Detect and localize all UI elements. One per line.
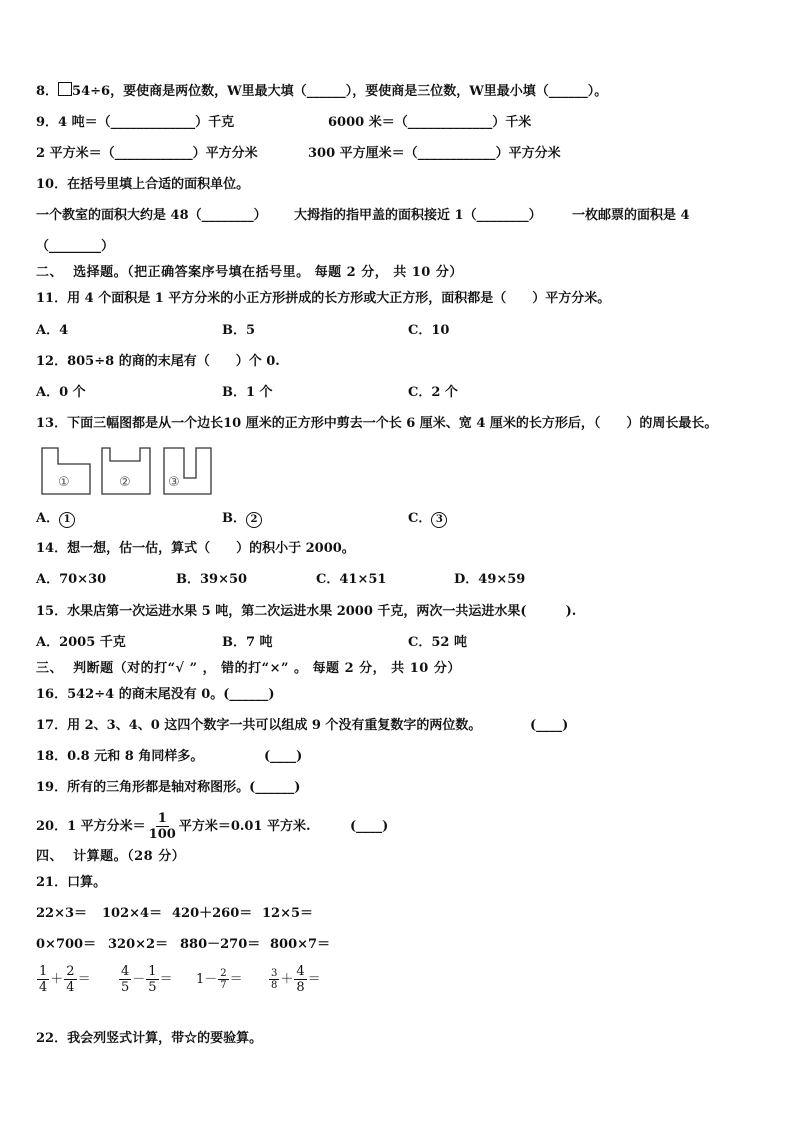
question-number: 11． <box>36 291 68 306</box>
question-15: 15．水果店第一次运进水果 5 吨，第二次运进水果 2000 千克，两次一共运进水果( ). <box>36 604 577 619</box>
question-9-line-2: 2 平方米＝（____________）平方分米 <box>36 146 258 161</box>
question-number: 9． <box>36 115 59 130</box>
calc-item: 320×2＝ <box>108 937 169 952</box>
answer-blank[interactable]: (____) <box>530 718 569 733</box>
question-number: 21． <box>36 875 68 890</box>
answer-blank[interactable]: _____________ <box>407 115 493 130</box>
answer-blank[interactable]: ______ <box>306 84 346 99</box>
option-c[interactable]: C．2 个 <box>408 385 458 400</box>
circled-1-icon: 1 <box>59 512 75 528</box>
calc-fraction-2: $\frac{4}{5}$ － $\frac{1}{5}$ ＝ <box>121 964 173 995</box>
question-number: 10． <box>36 177 68 192</box>
section-3-heading: 三、 判断题（对的打“√ ” ， 错的打“×” 。 每题 2 分， 共 10 分） <box>36 661 461 676</box>
question-16: 16．542÷4 的商末尾没有 0。(______) <box>36 687 275 702</box>
option-d[interactable]: D．49×59 <box>454 572 526 587</box>
option-b[interactable]: B．7 吨 <box>222 635 273 650</box>
question-10-part-3: 一枚邮票的面积是 4 <box>572 208 690 223</box>
calc-item: 0×700＝ <box>36 937 97 952</box>
question-18: 18．0.8 元和 8 角同样多。 <box>36 749 204 764</box>
option-c[interactable]: C． 3 <box>408 510 447 528</box>
question-13-figures <box>38 444 218 496</box>
calc-item: 880－270＝ <box>180 937 261 952</box>
option-a[interactable]: A．70×30 <box>36 572 107 587</box>
question-number: 20． <box>36 819 68 834</box>
question-number: 17． <box>36 718 68 733</box>
question-8: 8． 54÷6，要使商是两位数，W里最大填（______），要使商是三位数，W里最小填（______）。 <box>36 84 608 99</box>
answer-blank[interactable]: (____) <box>264 749 303 764</box>
circled-2-icon: 2 <box>246 512 262 528</box>
calc-item: 420＋260＝ <box>172 906 253 921</box>
question-number: 13． <box>36 416 68 431</box>
question-20: 20．1 平方分米＝ $\frac{1}{100}$ 平方米＝0.01 平方米. <box>36 811 311 842</box>
option-b[interactable]: B．5 <box>222 323 256 338</box>
question-12: 12．805÷8 的商的末尾有（ ）个 0. <box>36 354 280 369</box>
calc-item: 102×4＝ <box>102 906 163 921</box>
option-c[interactable]: C．52 吨 <box>408 635 467 650</box>
circled-3-icon: 3 <box>431 512 447 528</box>
figure-3-label: ③ <box>168 475 180 490</box>
question-10-part-2: 大拇指的指甲盖的面积接近 1（________） <box>294 208 542 223</box>
question-number: 19． <box>36 780 68 795</box>
question-number: 18． <box>36 749 68 764</box>
question-9-line-1: 9．4 吨＝（_____________）千克 <box>36 115 235 130</box>
question-number: 22． <box>36 1031 68 1046</box>
option-a[interactable]: A． 1 <box>36 510 75 528</box>
question-9-line-2b: 300 平方厘米＝（____________）平方分米 <box>308 146 561 161</box>
blank-square-icon <box>58 82 72 96</box>
section-2-heading: 二、 选择题。（把正确答案序号填在括号里。 每题 2 分， 共 10 分） <box>36 265 463 280</box>
question-number: 12． <box>36 354 68 369</box>
answer-blank[interactable]: ______ <box>548 84 588 99</box>
option-b[interactable]: B．1 个 <box>222 385 273 400</box>
section-4-heading: 四、 计算题。（28 分） <box>36 849 186 864</box>
question-number: 14． <box>36 541 68 556</box>
question-19: 19．所有的三角形都是轴对称图形。(______) <box>36 780 301 795</box>
question-13: 13．下面三幅图都是从一个边长10 厘米的正方形中剪去一个长 6 厘米、宽 4 厘米的长方形后，（ ）的周长最长。 <box>36 416 718 431</box>
question-11: 11．用 4 个面积是 1 平方分米的小正方形拼成的长方形或大正方形，面积都是（ ）平方分米。 <box>36 291 611 306</box>
question-17: 17．用 2、3、4、0 这四个数字一共可以组成 9 个没有重复数字的两位数。 <box>36 718 482 733</box>
question-number: 16． <box>36 687 68 702</box>
calc-item: 800×7＝ <box>270 937 331 952</box>
question-10-part-1: 一个教室的面积大约是 48（________） <box>36 208 267 223</box>
option-c[interactable]: C．41×51 <box>316 572 387 587</box>
answer-blank[interactable]: ____________ <box>114 146 193 161</box>
calc-fraction-3: 1－ $\frac{2}{7}$ ＝ <box>196 968 243 991</box>
question-14: 14．想一想，估一估，算式（ ）的积小于 2000。 <box>36 541 355 556</box>
option-a[interactable]: A．2005 千克 <box>36 635 126 650</box>
question-10-part-4: （________） <box>36 239 115 254</box>
calc-item: 22×3＝ <box>36 906 88 921</box>
answer-blank[interactable]: ____________ <box>417 146 496 161</box>
question-21: 21．口算。 <box>36 875 107 890</box>
figure-1-label: ① <box>58 475 70 490</box>
calc-fraction-1: $\frac{1}{4}$ ＋ $\frac{2}{4}$ ＝ <box>39 964 91 995</box>
answer-blank[interactable]: (____) <box>350 819 389 834</box>
figure-2-label: ② <box>119 475 131 490</box>
calc-fraction-4: $\frac{3}{8}$ ＋ $\frac{4}{8}$ ＝ <box>271 964 321 995</box>
question-number: 15． <box>36 604 68 619</box>
option-b[interactable]: B． 2 <box>222 510 262 528</box>
option-c[interactable]: C．10 <box>408 323 450 338</box>
question-number: 8． <box>36 84 59 99</box>
option-a[interactable]: A．4 <box>36 323 69 338</box>
question-10: 10．在括号里填上合适的面积单位。 <box>36 177 250 192</box>
option-a[interactable]: A．0 个 <box>36 385 86 400</box>
fraction: $\frac{1}{100}$ <box>148 811 176 842</box>
question-22: 22．我会列竖式计算，带☆的要验算。 <box>36 1031 263 1046</box>
answer-blank[interactable]: _____________ <box>110 115 196 130</box>
option-b[interactable]: B．39×50 <box>176 572 248 587</box>
calc-item: 12×5＝ <box>262 906 314 921</box>
question-9-line-1b: 6000 米＝（_____________）千米 <box>328 115 532 130</box>
